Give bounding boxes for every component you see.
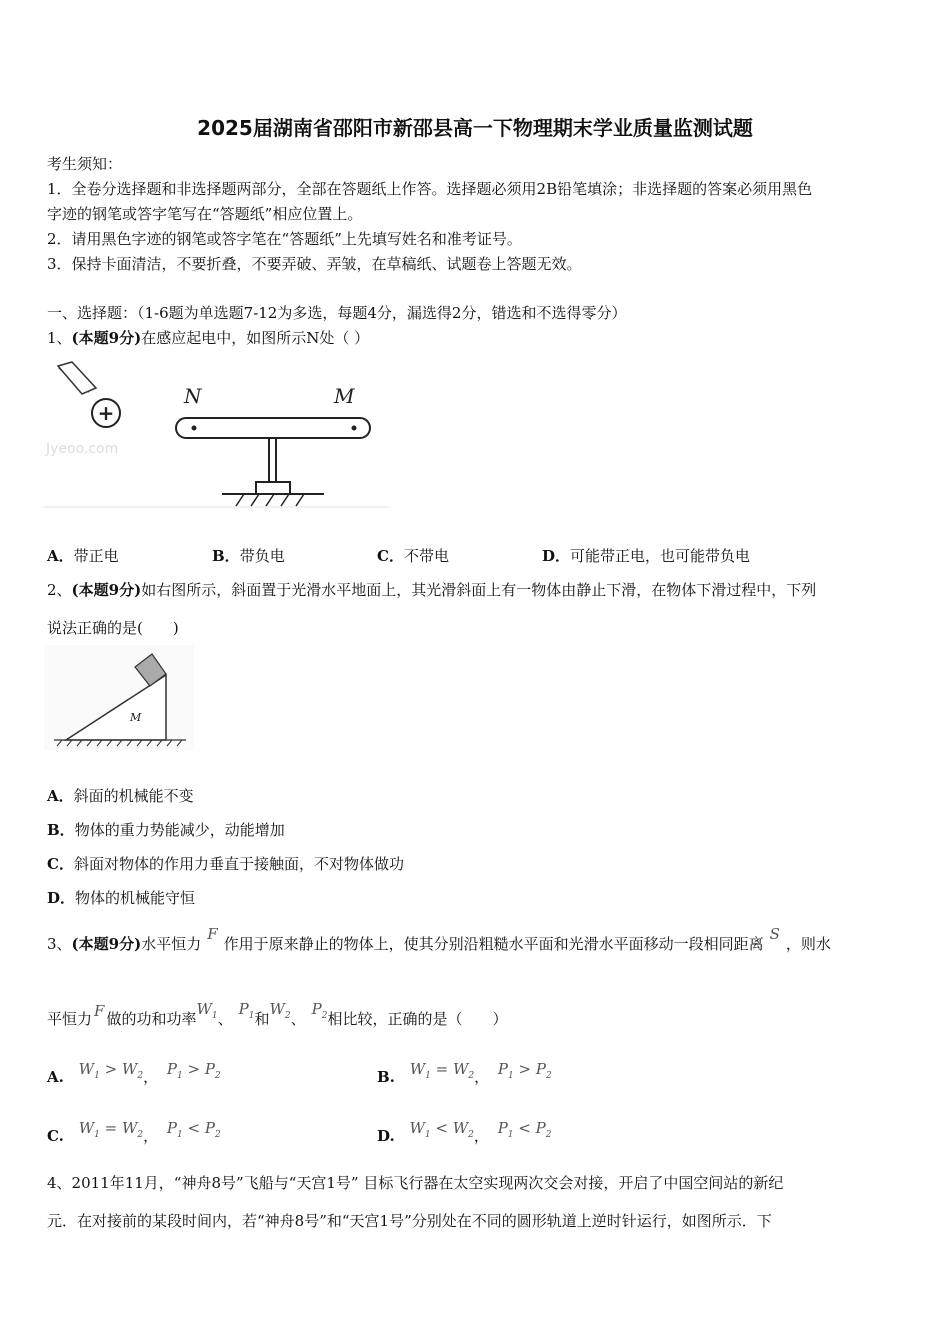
notice-item: 2．请用黑色字迹的钢笔或答字笔在“答题纸”上先填写姓名和准考证号。 bbox=[47, 230, 522, 248]
question-tag: (本题9分) bbox=[71, 329, 142, 347]
glass-rod-icon bbox=[58, 362, 96, 394]
q3-option-a: A. $W_1 > W_2$， $P_1 > P_2$ bbox=[47, 1060, 221, 1086]
section-heading: 一、选择题：（1-6题为单选题7-12为多选，每题4分，漏选得2分，错选和不选得零分） bbox=[47, 304, 627, 322]
q1-figure bbox=[44, 360, 394, 510]
q1-option-d: D．可能带正电，也可能带负电 bbox=[542, 547, 751, 565]
conductor-bar bbox=[176, 418, 370, 438]
q3-option-c: C. $W_1 = W_2$， $P_1 < P_2$ bbox=[47, 1119, 221, 1145]
q1-option-c: C．不带电 bbox=[377, 547, 449, 565]
label-n: N bbox=[184, 384, 202, 408]
q1-option-b: B．带负电 bbox=[212, 547, 285, 565]
question-3-line2: 平恒力 F 做的功和功率$W_1$、$P_1$和$W_2$、$P_2$相比较，正确的是（ ） bbox=[47, 1000, 508, 1028]
question-4-line1: 4、2011年11月，“神舟8号”飞船与“天宫1号” 目标飞行器在太空实现两次交会对接，开启了中国空间站的新纪 bbox=[47, 1174, 784, 1192]
q3-option-b: B. $W_1 = W_2$， $P_1 > P_2$ bbox=[377, 1060, 552, 1086]
page-title: 2025届湖南省邵阳市新邵县高一下物理期末学业质量监测试题 bbox=[197, 116, 753, 140]
question-4-line2: 元．在对接前的某段时间内，若“神舟8号”和“天宫1号”分别处在不同的圆形轨道上逆时针运行，如图所示．下 bbox=[47, 1212, 772, 1230]
question-2: 2、(本题9分)如右图所示，斜面置于光滑水平地面上，其光滑斜面上有一物体由静止下滑，在物体下滑过程中，下列 bbox=[47, 581, 817, 599]
notice-item: 字迹的钢笔或答字笔写在“答题纸”相应位置上。 bbox=[47, 205, 363, 223]
charge-sign: + bbox=[97, 401, 115, 425]
label-m: M bbox=[130, 711, 142, 724]
question-2-line2: 说法正确的是( ) bbox=[47, 619, 179, 637]
q1-option-a: A．带正电 bbox=[47, 547, 119, 565]
watermark: Jyeoo.com bbox=[46, 441, 119, 457]
notice-heading: 考生须知： bbox=[47, 155, 123, 173]
q2-option-d: D．物体的机械能守恒 bbox=[47, 889, 196, 907]
q2-option-a: A．斜面的机械能不变 bbox=[47, 787, 194, 805]
q2-option-b: B．物体的重力势能减少，动能增加 bbox=[47, 821, 285, 839]
question-number: 1、 bbox=[47, 329, 72, 347]
question-text: 在感应起电中，如图所示N处（ ） bbox=[141, 329, 370, 347]
question-1 bbox=[47, 327, 369, 348]
notice-item: 3．保持卡面清洁，不要折叠，不要弄破、弄皱，在草稿纸、试题卷上答题无效。 bbox=[47, 255, 582, 273]
q2-figure bbox=[44, 645, 194, 750]
q3-option-d: D. $W_1 < W_2$， $P_1 < P_2$ bbox=[377, 1119, 552, 1145]
q2-option-c: C．斜面对物体的作用力垂直于接触面，不对物体做功 bbox=[47, 855, 404, 873]
question-3-line1: 3、(本题9分)水平恒力F作用于原来静止的物体上，使其分别沿粗糙水平面和光滑水平面移动一段相同距离S，则水 bbox=[47, 925, 831, 953]
notice-item: 1．全卷分选择题和非选择题两部分，全部在答题纸上作答。选择题必须用2B铅笔填涂；非选择题的答案必须用黑色 bbox=[47, 180, 813, 198]
label-m: M bbox=[334, 384, 355, 408]
